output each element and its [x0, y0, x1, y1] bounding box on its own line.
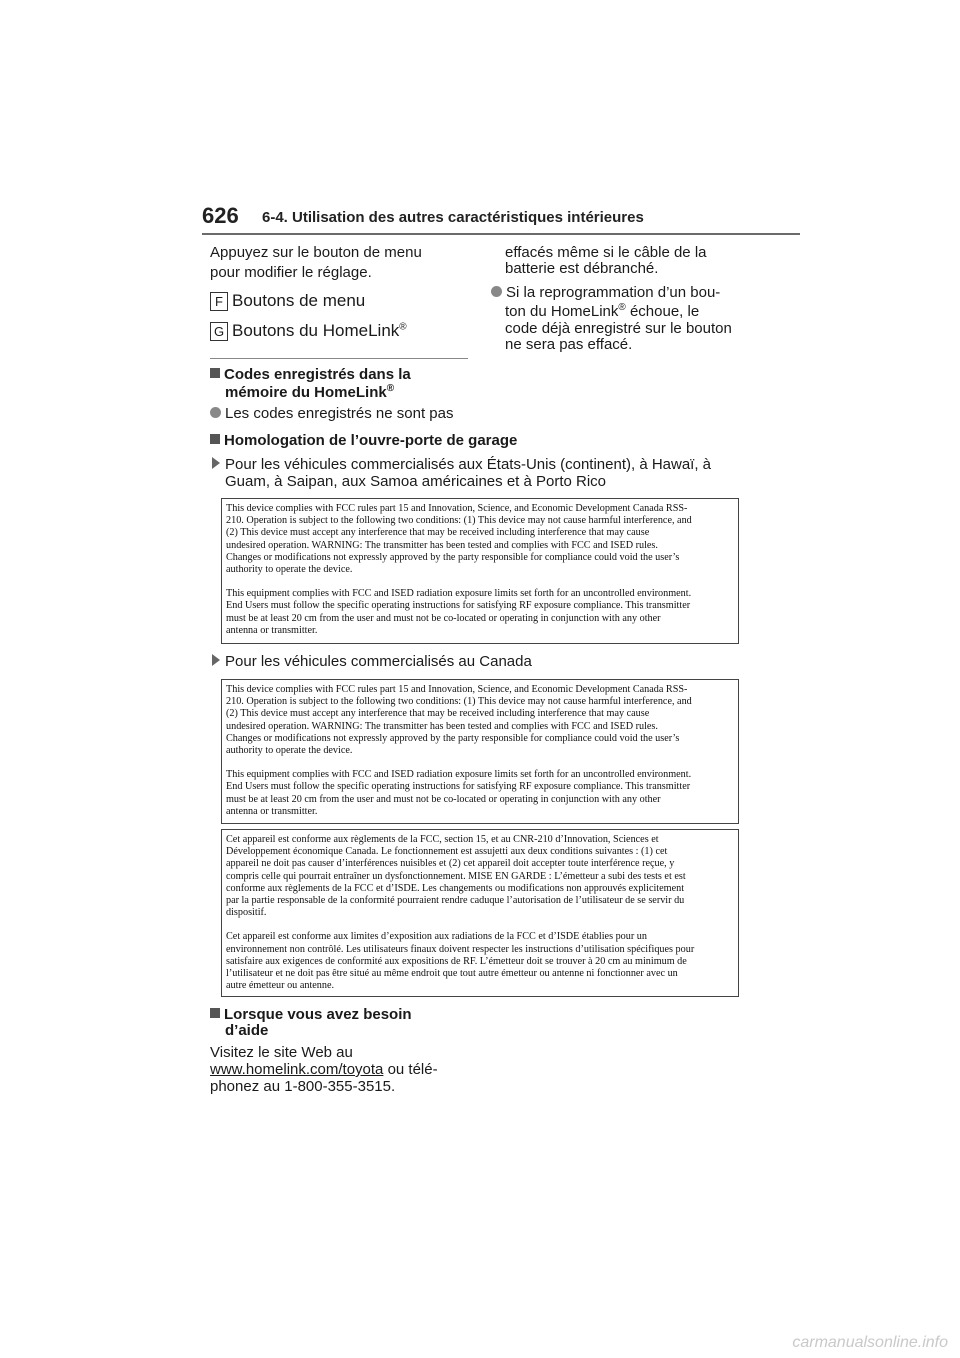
- fr-notice: [221, 829, 739, 997]
- header-rule: [202, 233, 800, 235]
- right-cont-line-2: batterie est débranché.: [505, 260, 659, 277]
- notice-line: conforme aux règlements de la FCC et d’ISDE. Les changements ou modifications non approuvés explicitement: [226, 882, 685, 894]
- registered-mark: ®: [618, 302, 626, 313]
- notice-line: antenna or transmitter.: [226, 624, 318, 636]
- triangle-bullet-icon: [212, 654, 220, 666]
- canada-line: Pour les véhicules commercialisés au Canada: [212, 653, 532, 670]
- right-bullet-line-3: code déjà enregistré sur le bouton: [505, 320, 732, 337]
- notice-line: (2) This device must accept any interference that may be received including interference that may cause: [226, 708, 650, 720]
- square-bullet-icon: [210, 434, 220, 444]
- notice-line: must be at least 20 cm from the user and must not be co-located or operating in conjunction with any other: [226, 793, 661, 805]
- right-bullet-line-1: Si la reprogrammation d’un bou-: [491, 284, 720, 301]
- round-bullet-icon: [210, 407, 221, 418]
- intro-line-1: Appuyez sur le bouton de menu: [210, 244, 422, 261]
- us-line-2: Guam, à Saipan, aux Samoa américaines et à Porto Rico: [225, 473, 607, 490]
- notice-line: authority to operate the device.: [226, 745, 353, 757]
- notice-line: This equipment complies with FCC and ISED radiation exposure limits set forth for an uncontrolled environment.: [226, 588, 692, 600]
- notice-line: l’utilisateur et ne doit pas être situé au même endroit que tout autre émetteur ou antenne ni fonctionner avec un: [226, 968, 678, 980]
- notice-line: End Users must follow the specific operating instructions for satisfying RF exposure compliance. This transmitter: [226, 781, 691, 793]
- notice-line: par la partie responsable de la conformité pourraient rendre caduque l’autorisation de l’utilisateur de se servir du: [226, 895, 685, 907]
- notice-line: dispositif.: [226, 907, 267, 919]
- label-f-badge: F: [210, 292, 228, 311]
- right-bullet-line-2: ton du HomeLink® échoue, le: [505, 302, 700, 320]
- notice-line: Changes or modifications not expressly approved by the party responsible for compliance could void the user’s: [226, 732, 680, 744]
- help-heading-line-1: Lorsque vous avez besoin: [210, 1006, 412, 1023]
- notice-line: This equipment complies with FCC and ISED radiation exposure limits set forth for an uncontrolled environment.: [226, 769, 692, 781]
- notice-line: Cet appareil est conforme aux règlements de la FCC, section 15, et au CNR-210 d’Innovation, Sciences et: [226, 834, 659, 845]
- help-line-3: phonez au 1-800-355-3515.: [210, 1078, 396, 1095]
- notice-line: End Users must follow the specific operating instructions for satisfying RF exposure compliance. This transmitter: [226, 600, 691, 612]
- notice-line: autre émetteur ou antenne.: [226, 980, 335, 992]
- square-bullet-icon: [210, 368, 220, 378]
- label-f-row: [210, 291, 365, 311]
- label-f-text: Boutons de menu: [232, 291, 366, 310]
- intro-line-2: pour modifier le réglage.: [210, 264, 372, 281]
- notice-line: 210. Operation is subject to the following two conditions: (1) This device may not cause harmful interference, and: [226, 515, 692, 527]
- column-divider: [210, 358, 468, 359]
- registered-mark: ®: [399, 321, 407, 333]
- notice-line: This device complies with FCC rules part 15 and Innovation, Science, and Economic Development Canada RSS-: [226, 684, 688, 695]
- codes-heading-line-2: mémoire du HomeLink®: [225, 383, 395, 401]
- label-g-text: Boutons du HomeLink: [232, 321, 400, 340]
- label-g-row: [210, 321, 407, 341]
- square-bullet-icon: [210, 1008, 220, 1018]
- registered-mark: ®: [386, 383, 395, 394]
- round-bullet-icon: [491, 286, 502, 297]
- right-bullet-line-4: ne sera pas effacé.: [505, 336, 633, 353]
- section-title: 6-4. Utilisation des autres caractéristiques intérieures: [262, 209, 644, 226]
- notice-line: compris celle qui pourrait entraîner un dysfonctionnement. MISE EN GARDE : L’émetteur a subi des tests et est: [226, 870, 686, 882]
- notice-line: This device complies with FCC rules part 15 and Innovation, Science, and Economic Development Canada RSS-: [226, 503, 688, 514]
- notice-line: Développement économique Canada. Le fonctionnement est assujetti aux deux conditions suivantes : (1) cet: [226, 846, 668, 858]
- notice-line: undesired operation. WARNING: The transmitter has been tested and complies with FCC and ISED rules.: [226, 720, 658, 732]
- homologation-heading: Homologation de l’ouvre-porte de garage: [210, 432, 517, 449]
- us-line-1: Pour les véhicules commercialisés aux États-Unis (continent), à Hawaï, à: [212, 456, 711, 473]
- watermark: carmanualsonline.info: [792, 1334, 948, 1351]
- codes-heading-line-1: Codes enregistrés dans la: [210, 366, 411, 383]
- triangle-bullet-icon: [212, 457, 220, 469]
- right-cont-line-1: effacés même si le câble de la: [505, 244, 707, 261]
- homelink-url-link[interactable]: www.homelink.com/toyota: [210, 1061, 384, 1078]
- notice-line: authority to operate the device.: [226, 564, 353, 576]
- notice-line: 210. Operation is subject to the following two conditions: (1) This device may not cause harmful interference, and: [226, 696, 692, 708]
- fcc-notice-canada: [221, 679, 739, 824]
- fcc-notice-us: [221, 498, 739, 644]
- help-line-1: Visitez le site Web au: [210, 1044, 353, 1061]
- notice-line: must be at least 20 cm from the user and must not be co-located or operating in conjunction with any other: [226, 612, 661, 624]
- notice-line: undesired operation. WARNING: The transmitter has been tested and complies with FCC and ISED rules.: [226, 539, 658, 551]
- notice-line: satisfaire aux exigences de conformité aux expositions de RF. L’émetteur doit se trouver à 20 cm au minimum de: [226, 955, 687, 967]
- notice-line: appareil ne doit pas causer d’interférences nuisibles et (2) cet appareil doit accepter toute interférence reçue, y: [226, 858, 675, 870]
- label-g-badge: G: [210, 322, 228, 341]
- notice-line: Changes or modifications not expressly approved by the party responsible for compliance could void the user’s: [226, 551, 680, 563]
- page-number: 626: [202, 203, 239, 228]
- notice-line: Cet appareil est conforme aux limites d’exposition aux radiations de la FCC et d’ISDE établies pour un: [226, 931, 647, 943]
- help-line-2: www.homelink.com/toyota ou télé-: [210, 1061, 438, 1078]
- notice-line: environnement non contrôlé. Les utilisateurs finaux doivent respecter les instructions d’utilisation spécifiques pour: [226, 943, 695, 955]
- notice-line: antenna or transmitter.: [226, 805, 318, 817]
- codes-bullet: Les codes enregistrés ne sont pas: [210, 405, 453, 422]
- help-heading-line-2: d’aide: [225, 1022, 269, 1039]
- notice-line: (2) This device must accept any interference that may be received including interference that may cause: [226, 527, 650, 539]
